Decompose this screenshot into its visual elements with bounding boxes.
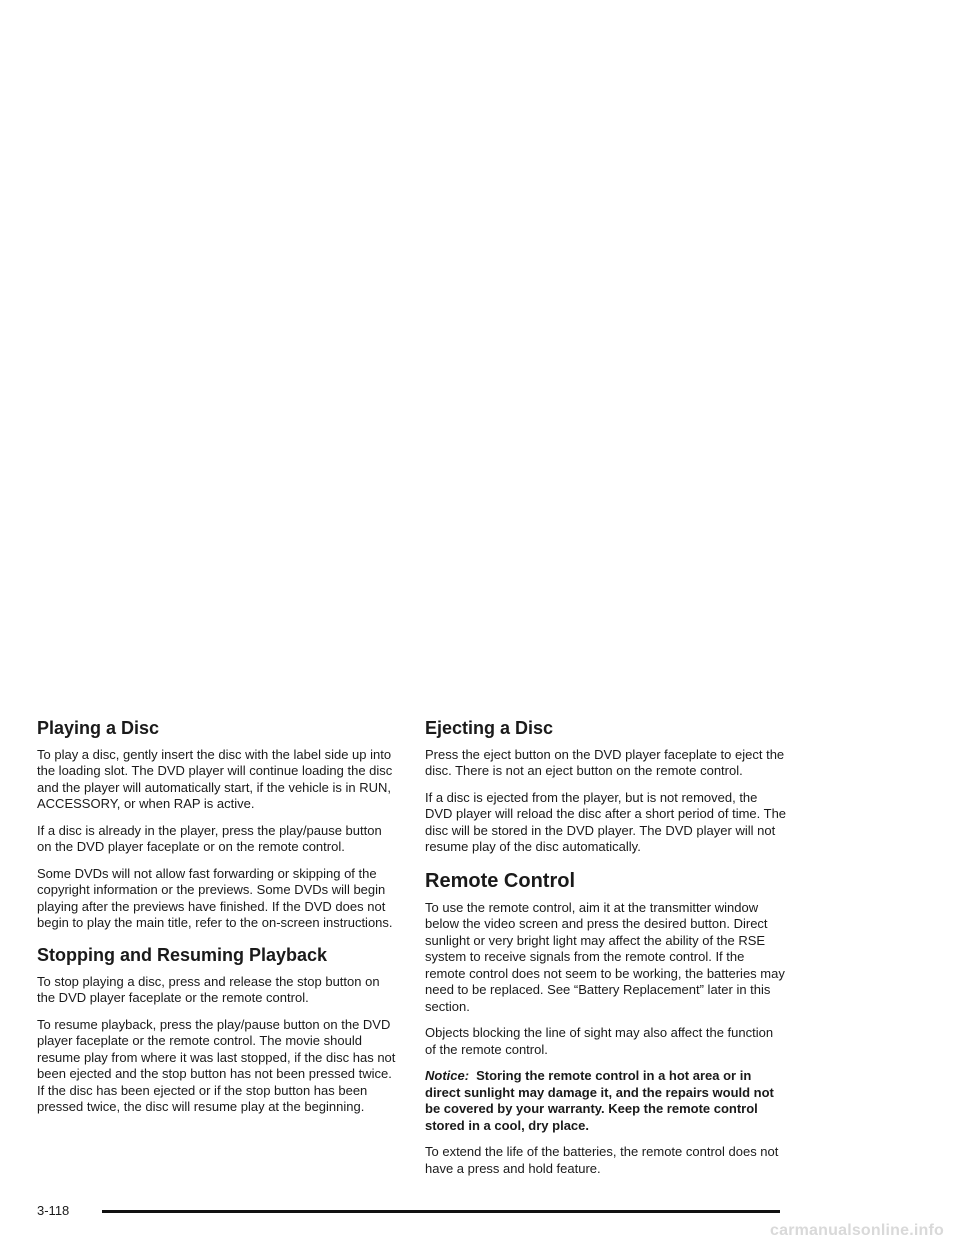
notice-text: Storing the remote control in a hot area or in direct sunlight may damage it, and the repairs would not be covered by your warranty. Keep the remote control stored in a cool, dry place. [425,1068,774,1133]
heading-playing-a-disc: Playing a Disc [37,718,160,738]
notice-paragraph [425,1068,787,1134]
paragraph: Some DVDs will not allow fast forwarding or skipping of the copyright information or the previews. Some DVDs will begin playing after the previews have finished. If the DVD does not begin to play the main title, refer to the on-screen instructions. [37,865,393,931]
watermark: carmanualsonline.info [770,1222,945,1239]
right-column [425,719,787,1187]
page-number: 3-118 [37,1203,70,1218]
paragraph: If a disc is already in the player, press the play/pause button on the DVD player faceplate or on the remote control. [37,822,382,855]
paragraph: To use the remote control, aim it at the transmitter window below the video screen and press the desired button. Direct sunlight or very bright light may affect the ability of the RSE system to receive signals from the remote control. If the remote control does not seem to be working, the batteries may need to be replaced. See “Battery Replacement” later in this section. [425,899,785,1014]
paragraph: Press the eject button on the DVD player faceplate to eject the disc. There is not an eject button on the remote control. [425,746,785,779]
heading-remote-control: Remote Control [425,869,575,892]
heading-stopping-and-resuming: Stopping and Resuming Playback [37,944,328,965]
paragraph: To resume playback, press the play/pause button on the DVD player faceplate or the remote control. The movie should resume play from where it was last stopped, if the disc has not been ejected and the stop button has not been pressed twice. If the disc has been ejected or if the stop button has been pressed twice, the disc will resume play at the beginning. [37,1016,396,1115]
footer-rule [102,1210,780,1213]
paragraph: If a disc is ejected from the player, but is not removed, the DVD player will reload the disc after a short period of time. The disc will be stored in the DVD player. The DVD player will not resume play of the disc automatically. [425,789,787,855]
paragraph: To play a disc, gently insert the disc with the label side up into the loading slot. The DVD player will continue loading the disc and the player will automatically start, if the vehicle is in RUN, ACCESSORY, or when RAP is active. [37,746,393,812]
left-column [37,719,399,1126]
paragraph: To stop playing a disc, press and release the stop button on the DVD player faceplate or the remote control. [37,973,380,1006]
paragraph: Objects blocking the line of sight may also affect the function of the remote control. [425,1025,774,1057]
paragraph: To extend the life of the batteries, the remote control does not have a press and hold feature. [425,1144,779,1176]
heading-ejecting-a-disc: Ejecting a Disc [425,718,554,738]
notice-label: Notice: [425,1068,470,1084]
